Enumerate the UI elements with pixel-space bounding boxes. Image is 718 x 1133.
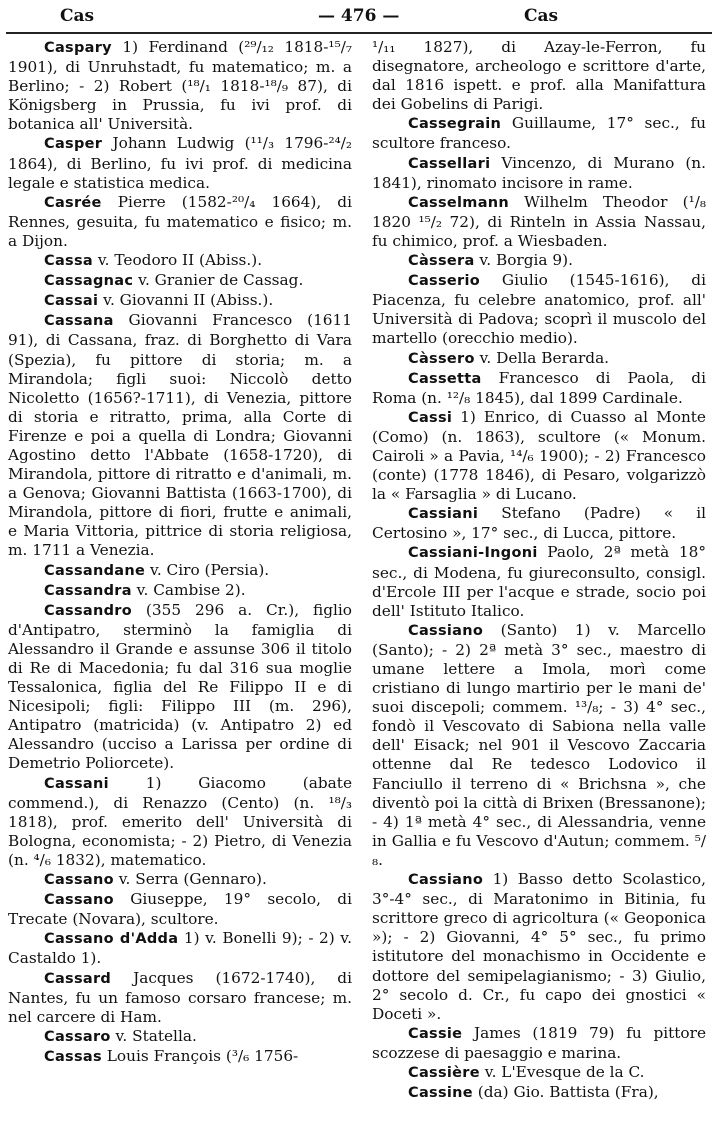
entry-headword: Cassière [408,1064,480,1081]
entry-headword: Cassiano [408,622,484,639]
dictionary-entry [372,271,706,348]
entry-text: Pierre (1582-²⁰/₄ 1664), di Rennes, gesuita, fu matematico e fisico; m. a Dijon. [8,192,352,250]
entry-text: Giulio (1545-1616), di Piacenza, fu celebre anatomico, prof. all' Università di Padova; scoprì il muscolo del martello (orecchio medio). [372,271,706,348]
dictionary-entry [372,543,706,620]
entry-text: Louis François (³/₆ 1756- [101,1046,299,1065]
dictionary-entry [372,154,706,193]
entry-headword: Cassard [44,970,112,987]
entry-text: v. L'Evesque de la C. [479,1062,645,1081]
header-rule [6,32,712,34]
entry-headword: Cassana [44,313,114,330]
entry-headword: Cassano d'Adda [44,931,179,948]
dictionary-entry [372,408,706,504]
entry-headword: Cassellari [408,155,491,172]
entry-headword: Cassano [44,892,114,909]
entry-headword: Casserio [408,273,481,290]
dictionary-entry [8,774,352,870]
entry-text: (Santo) 1) v. Marcello (Santo); - 2) 2ª metà 3° sec., maestro di umane lettere a Imola, morì come cristiano di lungo martirio per le mani de' suoi discepoli; commem. ¹³/₈; - 3) 4° sec., fondò il Vescovato di Sabiona nella valle dell' Eisack; nel 901 il Vescovo Zaccaria ottenne dal Re tedesco Lodovico il Fanciullo il terreno di « Brichsna », che diventò poi la città di Brixen (Bressanone); - 4) 1ª metà 4° sec., di Alessandria, venne in Gallia e fu Vescovo d'Autun; commem. ⁵/₈. [372,620,706,869]
dictionary-entry [372,870,706,1024]
entry-headword: Cassiano [408,872,484,889]
right-column [372,38,706,1103]
dictionary-entry [8,1047,352,1067]
entry-headword: Cassas [44,1048,102,1065]
header-right-word: Cas [524,6,559,26]
header-left-word: Cas [60,6,95,26]
entry-headword: Càssero [408,350,475,367]
entry-headword: Cassie [408,1025,463,1042]
dictionary-entry [8,251,352,271]
entry-text: Wilhelm Theodor (¹/₈ 1820 ¹⁵/₂ 72), di Rinteln in Assia Nassau, fu chimico, prof. a Wiesbaden. [372,192,706,250]
entry-text: v. Ciro (Persia). [145,560,270,579]
dictionary-entry [8,311,352,560]
dictionary-entry [372,369,706,408]
dictionary-entry [8,291,352,311]
dictionary-entry [8,193,352,251]
dictionary-entry [8,601,352,774]
entry-text: 1) Ferdinand (²⁹/₁₂ 1818-¹⁵/₇ 1901), di Unruhstadt, fu matematico; m. a Berlino; - 2) Robert (¹⁸/₁ 1818-¹⁸/₉ 87), di Königsberg in Prussia, fu ivi prof. di botanica all' Università. [8,38,352,134]
entry-text: Johann Ludwig (¹¹/₃ 1796-²⁴/₂ 1864), di Berlino, fu ivi prof. di medicina legale e statistica medica. [8,134,352,192]
dictionary-entry [8,1027,352,1047]
dictionary-entry [8,38,352,134]
entry-headword: Cassa [44,253,93,270]
dictionary-entry [372,114,706,153]
entry-text: James (1819 79) fu pittore scozzese di paesaggio e marina. [372,1023,706,1062]
entry-headword: Cassiani-Ingoni [408,545,538,562]
entry-text: v. Della Berarda. [474,348,610,367]
entry-text: v. Giovanni II (Abiss.). [98,291,274,310]
entry-text: 1) Giacomo (abate commend.), di Renazzo (Cento) (n. ¹⁸/₃ 1818), prof. emerito dell' Università di Bologna, economista; - 2) Pietro, di Venezia (n. ⁴/₆ 1832), matematico. [8,773,352,869]
dictionary-entry [372,621,706,870]
entry-headword: Caspary [44,40,112,56]
entry-text: ¹/₁₁ 1827), di Azay-le-Ferron, fu disegnatore, archeologo e scrittore d'arte, dal 1816 ispett. e prof. alla Manifattura dei Gobelins di Parigi. [372,38,706,114]
entry-text: v. Granier de Cassag. [133,271,304,290]
entry-headword: Cassegrain [408,116,502,133]
entry-text: (da) Gio. Battista (Fra), [472,1083,659,1102]
left-column [8,38,352,1067]
entry-text: Giovanni Francesco (1611 91), di Cassana, fraz. di Borghetto di Vara (Spezia), fu pittore di storia; m. a Mirandola; figli suoi: Niccolò detto Nicoletto (1656?-1711), di Venezia, pittore di storia e ritratto, prima, alla Corte di Firenze e poi a quella di Londra; Giovanni Agostino detto l'Abbate (1658-1720), di Mirandola, pittore di ritratto e d'animali, m. a Genova; Giovanni Battista (1663-1700), di Mirandola, pittore di fiori, frutte e animali, e Maria Vittoria, pittrice di storia religiosa, m. 1711 a Venezia. [8,311,352,560]
entry-text: Giuseppe, 19° secolo, di Trecate (Novara), scultore. [8,890,352,929]
entry-text: v. Teodoro II (Abiss.). [92,251,263,270]
entry-headword: Cassaro [44,1028,111,1045]
entry-text: Stefano (Padre) « il Certosino », 17° sec., di Lucca, pittore. [372,504,706,543]
dictionary-entry [8,929,352,968]
entry-text: Guillaume, 17° sec., fu scultore franceso. [372,114,706,153]
entry-headword: Casrée [44,194,102,211]
dictionary-entry [8,870,352,890]
dictionary-entry [8,271,352,291]
entry-headword: Cassiani [408,506,479,523]
entry-text: v. Statella. [110,1026,197,1045]
dictionary-entry [372,1083,706,1103]
entry-headword: Càssera [408,253,475,270]
entry-headword: Cassandro [44,602,132,619]
entry-text: (355 296 a. Cr.), figlio d'Antipatro, sterminò la famiglia di Alessandro il Grande e assunse 306 il titolo di Re di Macedonia; fu dal 316 sua moglie Tessalonica, figlia del Re Filippo II e di Nicesipoli; figli: Filippo III (m. 296), Antipatro (matricida) (v. Antipatro 2) ed Alessandro (ucciso a Larissa per ordine di Demetrio Poliorcete). [8,600,352,773]
entry-headword: Cassai [44,293,99,310]
entry-headword: Cassandane [44,562,146,579]
entry-headword: Cassagnac [44,273,134,290]
entry-text: v. Cambise 2). [131,580,246,599]
entry-headword: Cassi [408,409,453,426]
entry-text: 1) Basso detto Scolastico, 3°-4° sec., di Maratonimo in Bitinia, fu scrittore greco di agricoltura (« Geoponica »); - 2) Giovanni, 4° 5° sec., fu primo istitutore del monachismo in Occidente e dottore del semipelagianismo; - 3) Giulio, 2° secolo d. Cr., fu capo dei gnostici « Doceti ». [372,870,706,1023]
entry-text: v. Serra (Gennaro). [113,870,267,889]
entry-text: Jacques (1672-1740), di Nantes, fu un famoso corsaro francese; m. nel carcere di Ham. [8,968,352,1026]
entry-headword: Casselmann [408,194,510,211]
entry-headword: Cassetta [408,370,482,387]
page-number: — 476 — [318,6,400,26]
dictionary-entry [372,1063,706,1083]
dictionary-entry [372,193,706,251]
dictionary-entry [372,1024,706,1063]
dictionary-entry [372,349,706,369]
dictionary-entry [8,134,352,192]
entry-headword: Cassandra [44,582,132,599]
dictionary-entry [372,504,706,543]
entry-text: Paolo, 2ª metà 18° sec., di Modena, fu giureconsulto, consigl. d'Ercole III per l'acque e strade, socio poi dell' Istituto Italico. [372,543,706,620]
entry-headword: Cassano [44,872,114,889]
entry-headword: Cassani [44,775,109,792]
dictionary-entry [372,251,706,271]
page-header [0,4,718,32]
dictionary-entry [8,561,352,581]
entry-headword: Cassine [408,1085,473,1102]
entry-text: v. Borgia 9). [474,251,573,270]
entry-text: 1) Enrico, di Cuasso al Monte (Como) (n. 1863), scultore (« Monum. Cairoli » a Pavia, ¹⁴/₆ 1900); - 2) Francesco (conte) (1778 1846), di Pesaro, volgarizzò la « Farsaglia » di Lucano. [372,407,706,504]
entry-headword: Casper [44,136,103,153]
entry-text: 1) v. Bonelli 9); - 2) v. Castaldo 1). [8,929,352,968]
dictionary-entry [8,581,352,601]
dictionary-entry [8,969,352,1027]
dictionary-entry [8,890,352,929]
entry-text: Vincenzo, di Murano (n. 1841), rinomato incisore in rame. [372,153,706,192]
dictionary-entry [372,38,706,114]
entry-text: Francesco di Paola, di Roma (n. ¹²/₈ 1845), dal 1899 Cardinale. [372,368,706,407]
